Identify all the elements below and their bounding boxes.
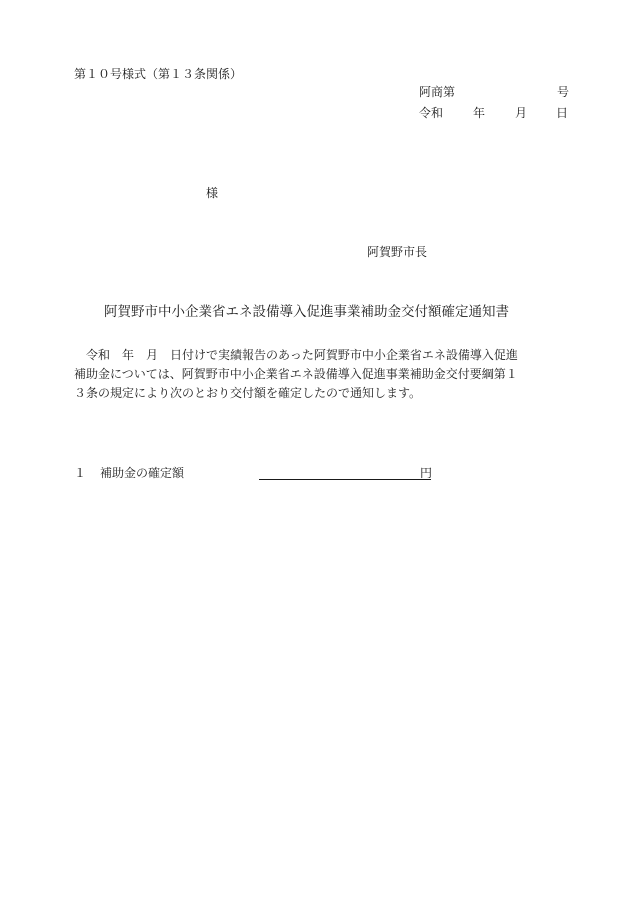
document-number-prefix: 阿商第 <box>419 85 456 99</box>
document-number-suffix: 号 <box>556 85 569 99</box>
body-paragraph <box>74 346 584 403</box>
body-line-1 <box>74 346 584 365</box>
item-confirmed-amount <box>74 467 434 483</box>
body-line-1-text: 令和 年 月 日付けで実績報告のあった阿賀野市中小企業省エネ設備導入促進 <box>86 348 518 362</box>
item-label: 補助金の確定額 <box>100 466 185 480</box>
issue-date <box>419 107 569 121</box>
document-title: 阿賀野市中小企業省エネ設備導入促進事業補助金交付額確定通知書 <box>104 304 509 320</box>
body-line-2: 補助金については、阿賀野市中小企業省エネ設備導入促進事業補助金交付要綱第１ <box>74 367 518 381</box>
date-month-label: 月 <box>515 106 528 120</box>
date-era: 令和 <box>419 106 444 120</box>
body-line-3: ３条の規定により次のとおり交付額を確定したので通知します。 <box>74 386 422 400</box>
form-number: 第１０号様式（第１３条関係） <box>74 67 243 81</box>
sender-name: 阿賀野市長 <box>367 245 428 259</box>
date-day-label: 日 <box>556 106 569 120</box>
date-year-label: 年 <box>473 106 486 120</box>
item-number: １ <box>74 466 87 480</box>
amount-blank-line <box>259 479 431 480</box>
amount-unit: 円 <box>420 466 433 480</box>
recipient-honorific: 様 <box>206 186 219 200</box>
